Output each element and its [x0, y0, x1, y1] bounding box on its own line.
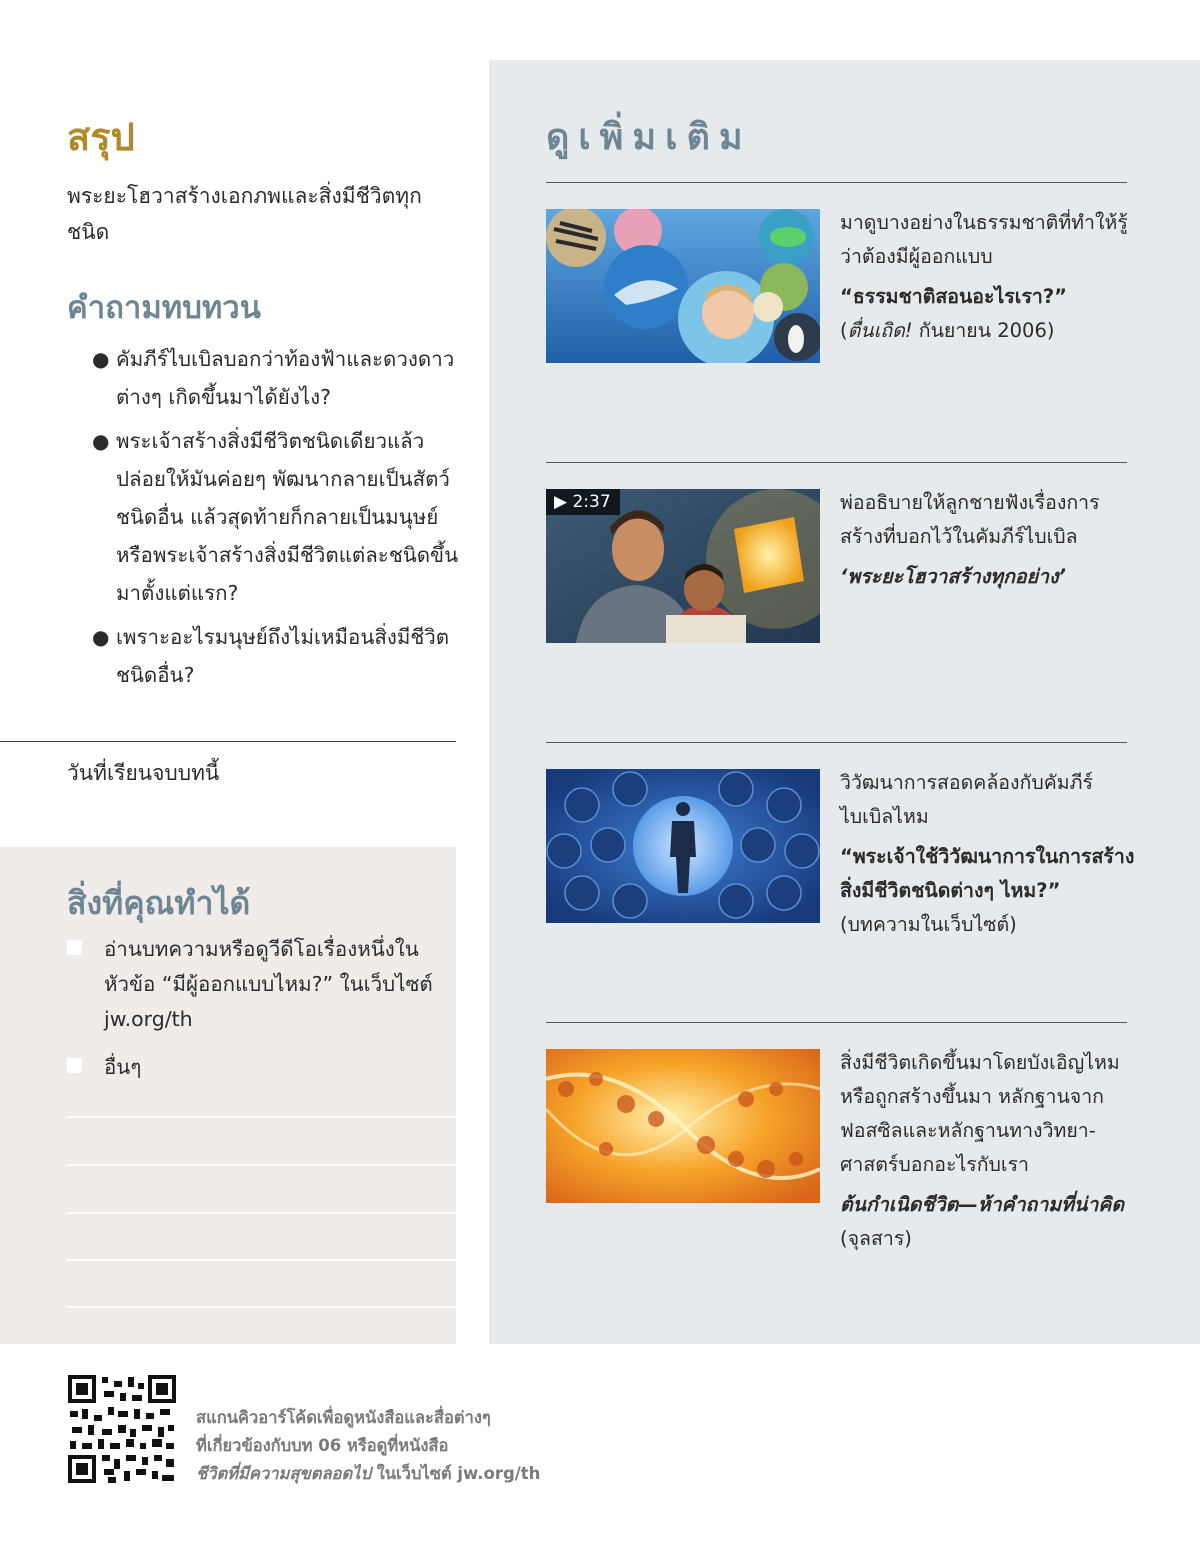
- review-question: ● คัมภีร์ไบเบิลบอกว่าท้องฟ้าและดวงดาวต่างๆ เกิดขึ้นมาได้ยังไง?: [92, 340, 462, 416]
- divider: [546, 1022, 1127, 1023]
- footer-note: สแกนคิวอาร์โค้ดเพื่อดูหนังสือและสื่อต่างๆ ที่เกี่ยวข้องกับบท 06 หรือดูที่หนังสือ ชีวิตที่มีความสุขตลอดไป ในเว็บไซต์ jw.org/th: [196, 1408, 541, 1483]
- review-heading: คำถามทบทวน: [67, 290, 261, 326]
- item-source: ต้นกำเนิดชีวิต—ห้าคำถามที่น่าคิด (จุลสาร): [840, 1193, 1125, 1250]
- review-question-list: [92, 340, 462, 700]
- checkbox[interactable]: [67, 940, 82, 955]
- item-source: (บทความในเว็บไซต์): [840, 913, 1017, 936]
- review-question: ● พระเจ้าสร้างสิ่งมีชีวิตชนิดเดียวแล้วปล่อยให้มันค่อยๆ พัฒนากลายเป็นสัตว์ชนิดอื่น แล้วสุดท้ายก็กลายเป็นมนุษย์ หรือพระเจ้าสร้างสิ่งมีชีวิตแต่ละชนิดขึ้นมาตั้งแต่แรก?: [92, 422, 462, 612]
- item-title-link[interactable]: “พระเจ้าใช้วิวัฒนาการในการสร้างสิ่งมีชีวิตชนิดต่างๆ ไหม?”: [840, 845, 1135, 902]
- write-in-line[interactable]: [67, 1306, 456, 1308]
- completion-date-label: วันที่เรียนจบบทนี้: [67, 761, 220, 785]
- todo-item: อื่นๆ: [67, 1050, 447, 1085]
- divider: [546, 462, 1127, 463]
- todo-item: อ่านบทความหรือดูวีดีโอเรื่องหนึ่งในหัวข้อ “มีผู้ออกแบบไหม?” ในเว็บไซต์ jw.org/th: [67, 932, 447, 1037]
- father-son-video-icon[interactable]: [546, 489, 820, 643]
- item-source: (ตื่นเถิด! กันยายน 2006): [840, 319, 1055, 342]
- write-in-line[interactable]: [67, 1164, 456, 1166]
- bullet-icon: ●: [92, 625, 110, 649]
- checkbox[interactable]: [67, 1058, 82, 1073]
- divider: [0, 741, 456, 742]
- review-question: ● เพราะอะไรมนุษย์ถึงไม่เหมือนสิ่งมีชีวิตชนิดอื่น?: [92, 618, 462, 694]
- bullet-icon: ●: [92, 429, 110, 453]
- see-more-heading: ดูเพิ่มเติม: [546, 117, 752, 158]
- see-more-item: วิวัฒนาการสอดคล้องกับคัมภีร์ไบเบิลไหม “พระเจ้าใช้วิวัฒนาการในการสร้างสิ่งมีชีวิตชนิดต่างๆ ไหม?” (บทความในเว็บไซต์): [840, 766, 1140, 942]
- divider: [546, 182, 1127, 183]
- summary-text: พระยะโฮวาสร้างเอกภพและสิ่งมีชีวิตทุกชนิด: [67, 184, 422, 244]
- item-title-link[interactable]: ต้นกำเนิดชีวิต—ห้าคำถามที่น่าคิด: [840, 1193, 1125, 1216]
- write-in-line[interactable]: [67, 1212, 456, 1214]
- see-more-item: พ่ออธิบายให้ลูกชายฟังเรื่องการสร้างที่บอกไว้ในคัมภีร์ไบเบิล ‘พระยะโฮวาสร้างทุกอย่าง’: [840, 486, 1140, 594]
- video-duration-badge: ▶ 2:37: [546, 489, 620, 515]
- write-in-line[interactable]: [67, 1259, 456, 1261]
- qr-code-icon[interactable]: [68, 1375, 176, 1483]
- bullet-icon: ●: [92, 347, 110, 371]
- human-animals-circle-icon[interactable]: [546, 769, 820, 923]
- dna-helix-icon[interactable]: [546, 1049, 820, 1203]
- item-title-link[interactable]: “ธรรมชาติสอนอะไรเรา?”: [840, 285, 1067, 308]
- write-in-line[interactable]: [67, 1116, 456, 1118]
- see-more-item: สิ่งมีชีวิตเกิดขึ้นมาโดยบังเอิญไหม หรือถูกสร้างขึ้นมา หลักฐานจากฟอสซิลและหลักฐานทางวิทยา-ศาสตร์บอกอะไรกับเรา ต้นกำเนิดชีวิต—ห้าคำถามที่น่าคิด (จุลสาร): [840, 1046, 1140, 1256]
- divider: [546, 742, 1127, 743]
- summary-heading: สรุป: [67, 115, 135, 159]
- item-title-link[interactable]: ‘พระยะโฮวาสร้างทุกอย่าง’: [840, 565, 1066, 588]
- see-more-item: มาดูบางอย่างในธรรมชาติที่ทำให้รู้ว่าต้องมีผู้ออกแบบ “ธรรมชาติสอนอะไรเรา?” (ตื่นเถิด! กันยายน 2006): [840, 206, 1140, 348]
- nature-collage-icon[interactable]: [546, 209, 820, 363]
- todo-heading: สิ่งที่คุณทำได้: [67, 884, 251, 922]
